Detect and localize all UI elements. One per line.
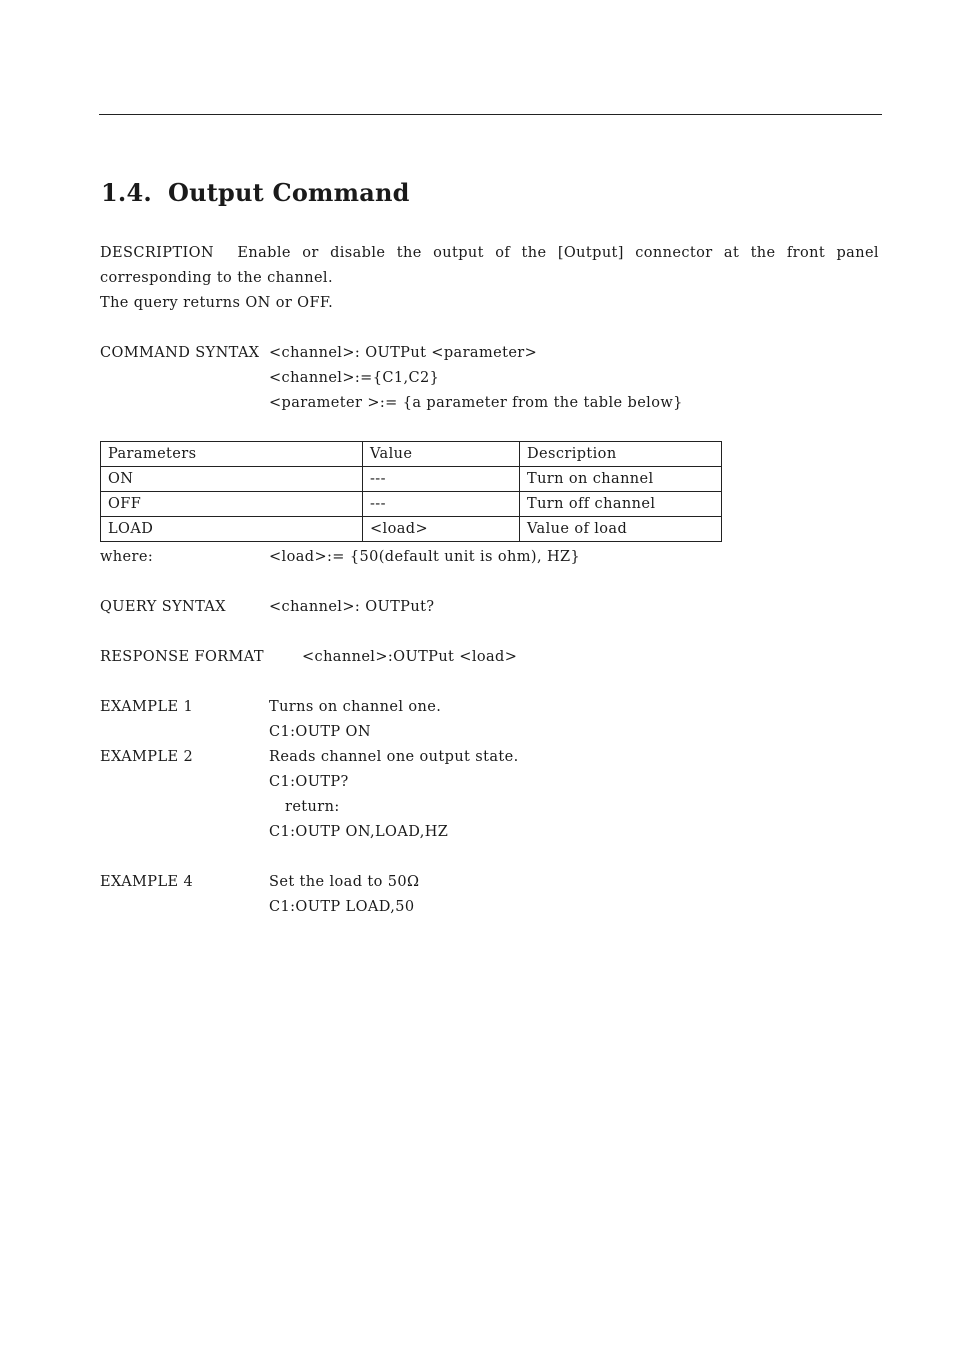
table-cell: ---	[363, 492, 520, 517]
section-number: 1.4.	[101, 178, 152, 207]
table-cell: Turn off channel	[520, 492, 722, 517]
command-syntax-label: COMMAND SYNTAX	[100, 345, 260, 361]
where-label: where:	[100, 549, 154, 565]
description-word: front	[786, 245, 826, 261]
example-label: EXAMPLE 1	[100, 699, 194, 715]
section-heading	[101, 178, 410, 207]
example-line: Reads channel one output state.	[269, 749, 519, 765]
example-line: Set the load to 50Ω	[269, 874, 420, 890]
example-line: C1:OUTP LOAD,50	[269, 899, 415, 915]
table-header-cell: Description	[520, 442, 722, 467]
description-line-1	[100, 241, 879, 266]
description-word: the	[521, 245, 547, 261]
description-word: [Output]	[557, 245, 624, 261]
table-header-cell: Value	[363, 442, 520, 467]
description-word: panel	[836, 245, 879, 261]
example-line: return:	[285, 799, 340, 815]
example-line: C1:OUTP ON	[269, 724, 371, 740]
table-row	[101, 492, 722, 517]
description-line-2: corresponding to the channel.	[100, 270, 333, 286]
table-header-row	[101, 442, 722, 467]
response-format-text: <channel>:OUTPut <load>	[302, 649, 518, 665]
response-format-label: RESPONSE FORMAT	[100, 649, 264, 665]
command-syntax-line: <channel>: OUTPut <parameter>	[269, 345, 538, 361]
description-label: DESCRIPTION	[100, 245, 215, 261]
description-word: or	[302, 245, 319, 261]
description-word: disable	[330, 245, 386, 261]
parameters-table	[100, 441, 722, 542]
example-line: Turns on channel one.	[269, 699, 442, 715]
description-word: of	[495, 245, 511, 261]
table-cell: Value of load	[520, 517, 722, 542]
example-label: EXAMPLE 2	[100, 749, 194, 765]
where-text: <load>:= {50(default unit is ohm), HZ}	[269, 549, 581, 565]
table-cell: Turn on channel	[520, 467, 722, 492]
header-rule	[99, 114, 882, 115]
table-header-cell: Parameters	[101, 442, 363, 467]
description-word: output	[433, 245, 484, 261]
table-row	[101, 517, 722, 542]
description-word: at	[723, 245, 740, 261]
description-word: Enable	[237, 245, 291, 261]
table-row	[101, 467, 722, 492]
table-cell: ---	[363, 467, 520, 492]
example-line: C1:OUTP?	[269, 774, 349, 790]
description-word: the	[396, 245, 422, 261]
query-syntax-label: QUERY SYNTAX	[100, 599, 227, 615]
table-cell: <load>	[363, 517, 520, 542]
example-label: EXAMPLE 4	[100, 874, 194, 890]
description-line-3: The query returns ON or OFF.	[100, 295, 334, 311]
section-title: Output Command	[168, 178, 410, 207]
command-syntax-line: <parameter >:= {a parameter from the table below}	[269, 395, 683, 411]
table-cell: OFF	[101, 492, 363, 517]
table-cell: ON	[101, 467, 363, 492]
example-line: C1:OUTP ON,LOAD,HZ	[269, 824, 449, 840]
description-word: connector	[635, 245, 713, 261]
description-word: the	[750, 245, 776, 261]
command-syntax-line: <channel>:={C1,C2}	[269, 370, 440, 386]
table-cell: LOAD	[101, 517, 363, 542]
query-syntax-text: <channel>: OUTPut?	[269, 599, 435, 615]
